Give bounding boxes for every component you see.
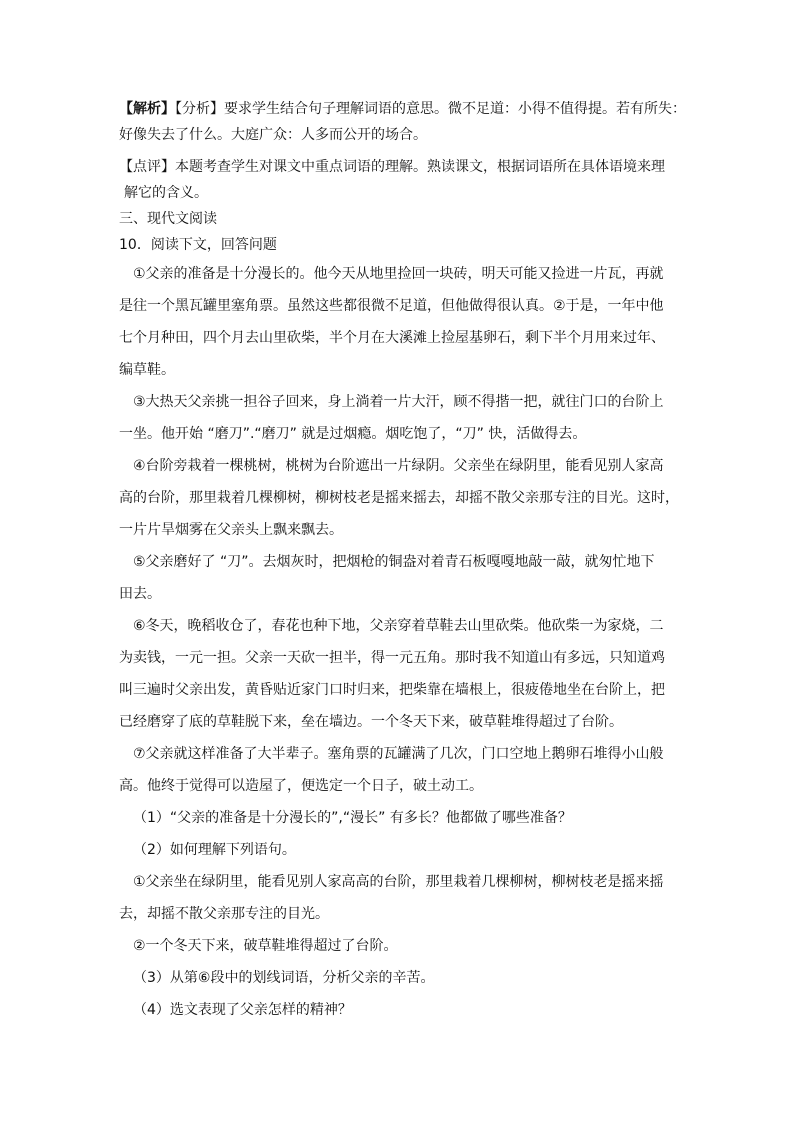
- passage-line: 一坐。他开始 “磨刀”.“磨刀” 就是过烟瘾。烟吃饱了，“刀” 快，活做得去。: [119, 426, 587, 442]
- comment-line-1: [119, 156, 681, 178]
- comment-tag: 【点评】: [119, 159, 175, 175]
- passage-line: ⑥冬天，晚稻收仓了，春花也种下地，父亲穿着草鞋去山里砍柴。他砍柴一为家烧，二: [133, 618, 664, 634]
- passage-line: ⑦父亲就这样准备了大半辈子。塞角票的瓦罐满了几次，门口空地上鹅卵石堆得小山般: [133, 746, 664, 762]
- question-2: （2）如何理解下列语句。: [133, 842, 296, 858]
- comment-text-1: 本题考查学生对课文中重点词语的理解。熟读课文，根据词语所在具体语境来理: [175, 159, 665, 175]
- question-1: （1）“父亲的准备是十分漫长的”,“漫长” 有多长？他都做了哪些准备？: [133, 810, 572, 826]
- question-2-item-2: ②一个冬天下来，破草鞋堆得超过了台阶。: [133, 938, 398, 954]
- passage-line: 是往一个黑瓦罐里塞角票。虽然这些都很微不足道，但他做得很认真。②于是，一年中他: [119, 298, 664, 314]
- analysis-subtag: 【分析】: [175, 101, 224, 117]
- passage-line: 编草鞋。: [119, 362, 175, 378]
- passage-line: 叫三遍时父亲出发，黄昏贴近家门口时归来，把柴靠在墙根上，很疲倦地坐在台阶上，把: [119, 682, 665, 698]
- passage-line: 高。他终于觉得可以造屋了，便选定一个日子，破土动工。: [119, 778, 483, 794]
- analysis-line-2: 好像失去了什么。大庭广众：人多而公开的场合。: [119, 127, 427, 143]
- question-4: （4）选文表现了父亲怎样的精神？: [133, 1002, 352, 1018]
- passage-line: 为卖钱，一元一担。父亲一天砍一担半，得一元五角。那时我不知道山有多远，只知道鸡: [119, 650, 665, 666]
- analysis-line-1: [119, 98, 686, 120]
- passage-line: 一片片旱烟雾在父亲头上飘来飘去。: [119, 522, 343, 538]
- passage-line: ④台阶旁栽着一棵桃树，桃树为台阶遮出一片绿阴。父亲坐在绿阴里，能看见别人家高: [133, 458, 664, 474]
- question-intro: 10．阅读下文，回答问题: [119, 237, 277, 253]
- question-3: （3）从第⑥段中的划线词语，分析父亲的辛苦。: [133, 970, 435, 986]
- passage-line: 田去。: [119, 586, 161, 602]
- passage-line: 已经磨穿了底的草鞋脱下来，垒在墙边。一个冬天下来，破草鞋堆得超过了台阶。: [119, 714, 623, 730]
- passage-line: 七个月种田，四个月去山里砍柴，半个月在大溪滩上捡屋基卵石，剩下半个月用来过年、: [119, 330, 665, 346]
- passage-line: ①父亲的准备是十分漫长的。他今天从地里捡回一块砖，明天可能又捡进一片瓦，再就: [133, 266, 664, 282]
- section-title: 三、现代文阅读: [119, 211, 217, 227]
- analysis-tag: 【解析】: [119, 101, 175, 117]
- passage-line: ③大热天父亲挑一担谷子回来，身上淌着一片大汗，顾不得揩一把，就往门口的台阶上: [133, 394, 664, 410]
- document-content: [119, 98, 686, 1021]
- question-2-item-1-line-2: 去，却摇不散父亲那专注的目光。: [119, 906, 329, 922]
- analysis-text-1: 要求学生结合句子理解词语的意思。微不足道：小得不值得提。若有所失：: [224, 101, 686, 117]
- passage-line: 高的台阶，那里栽着几棵柳树，柳树枝老是摇来摇去，却摇不散父亲那专注的目光。这时，: [119, 490, 679, 506]
- question-2-item-1-line-1: ①父亲坐在绿阴里，能看见别人家高高的台阶，那里栽着几棵柳树，柳树枝老是摇来摇: [133, 874, 664, 890]
- comment-line-2: 解它的含义。: [124, 185, 208, 201]
- passage-line: ⑤父亲磨好了 “刀”。去烟灰时，把烟枪的铜盎对着青石板嘎嘎地敲一敲，就匆忙地下: [133, 554, 655, 570]
